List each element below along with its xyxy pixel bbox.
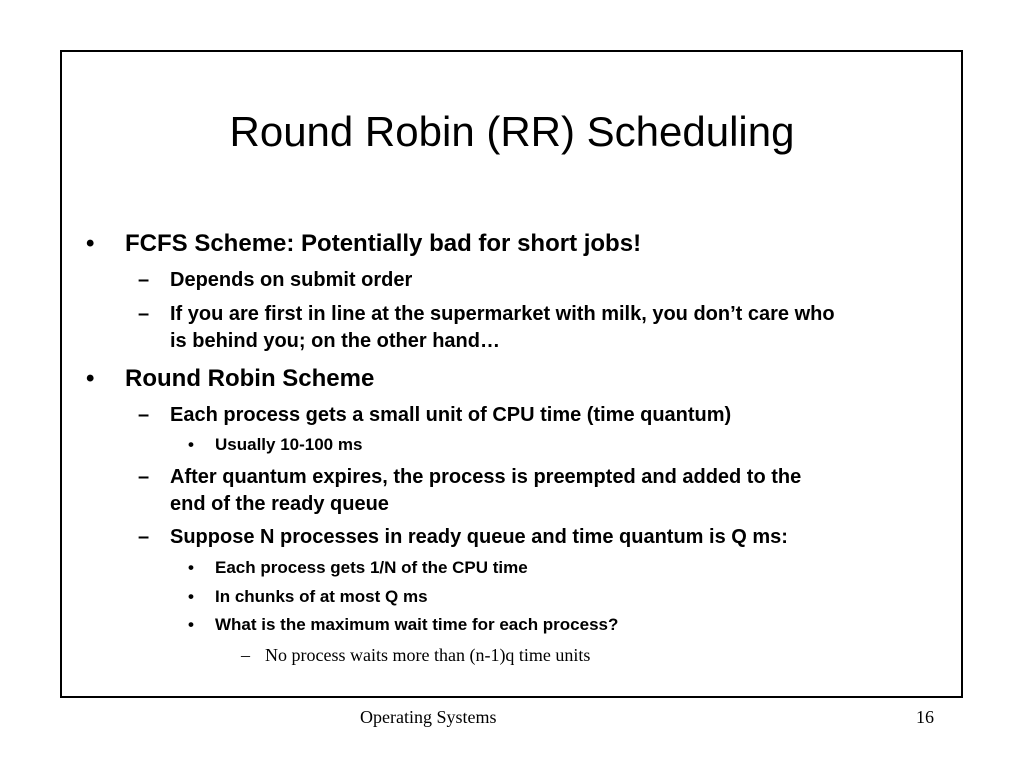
bullet-marker: • — [188, 587, 194, 606]
footer-course-name: Operating Systems — [360, 707, 497, 727]
bullet-marker: • — [86, 365, 95, 392]
dash-marker: – — [138, 303, 150, 325]
dash-marker: – — [241, 645, 250, 665]
dash-marker: – — [138, 404, 150, 426]
sub-sub-bullet-max-wait: What is the maximum wait time for each process? — [215, 615, 619, 634]
sub-bullet-quantum-expires-line2: end of the ready queue — [170, 493, 389, 515]
bullet-marker: • — [86, 230, 95, 257]
sub-bullet-quantum-expires-line1: After quantum expires, the process is preempted and added to the — [170, 466, 802, 488]
bullet-marker: • — [188, 558, 194, 577]
slide-title: Round Robin (RR) Scheduling — [229, 108, 795, 155]
dash-marker: – — [138, 269, 150, 291]
bullet-marker: • — [188, 435, 194, 454]
bullet-round-robin-scheme: Round Robin Scheme — [125, 365, 375, 392]
sub-bullet-supermarket-line2: is behind you; on the other hand… — [170, 330, 500, 352]
bullet-fcfs-scheme: FCFS Scheme: Potentially bad for short jobs! — [125, 230, 642, 257]
level4-no-process-waits: No process waits more than (n-1)q time units — [265, 645, 591, 665]
footer-page-number: 16 — [916, 707, 934, 727]
dash-marker: – — [138, 526, 150, 548]
sub-bullet-suppose-n-processes: Suppose N processes in ready queue and time quantum is Q ms: — [170, 526, 788, 548]
bullet-marker: • — [188, 615, 194, 634]
sub-bullet-time-quantum: Each process gets a small unit of CPU time (time quantum) — [170, 404, 732, 426]
sub-bullet-submit-order: Depends on submit order — [170, 269, 413, 291]
sub-sub-bullet-chunks: In chunks of at most Q ms — [215, 587, 428, 606]
sub-bullet-supermarket-line1: If you are first in line at the supermarket with milk, you don’t care who — [170, 303, 835, 325]
sub-sub-bullet-usually: Usually 10-100 ms — [215, 435, 363, 454]
sub-sub-bullet-1-over-n: Each process gets 1/N of the CPU time — [215, 558, 528, 577]
dash-marker: – — [138, 466, 150, 488]
